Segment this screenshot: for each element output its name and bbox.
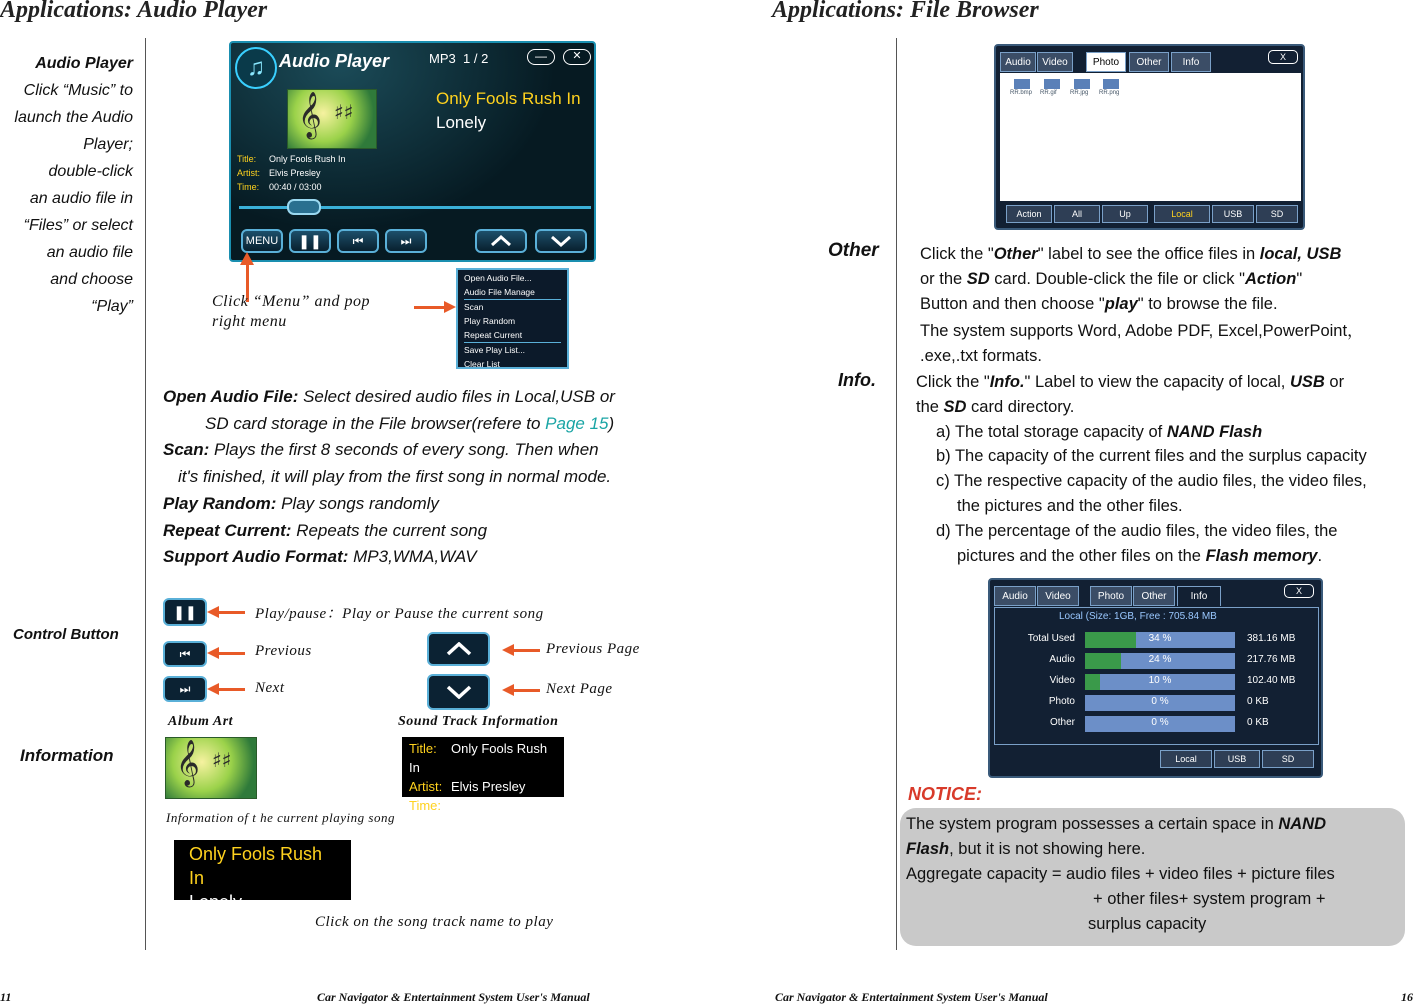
image-file-icon <box>1044 79 1060 89</box>
text: USB <box>1289 373 1325 391</box>
capacity-row <box>995 651 1320 671</box>
text: Other <box>993 245 1038 263</box>
control-button-label: Control Button <box>13 626 119 643</box>
footer-page-number: 11 <box>0 990 12 1004</box>
open-text: ) <box>608 413 615 433</box>
popup-menu <box>456 268 569 369</box>
menu-item-random[interactable]: Play Random <box>464 316 516 326</box>
capacity-size: 381.16 MB <box>1247 633 1296 644</box>
tab-photo[interactable]: Photo <box>1090 586 1132 606</box>
format-label: Support Audio Format: <box>163 547 349 567</box>
text: The system program possesses a certain space in <box>906 815 1279 833</box>
title-value: Only Fools Rush In <box>269 154 346 164</box>
sidebar-line: double-click <box>48 163 133 180</box>
sidebar-line: an audio file <box>46 244 133 261</box>
time-label: Time: <box>237 182 260 192</box>
song-subtitle-big[interactable]: Lonely <box>436 113 487 132</box>
text: local, USB <box>1259 245 1342 263</box>
usb-button[interactable]: USB <box>1212 205 1254 223</box>
song-name-sample[interactable] <box>174 840 351 912</box>
text: " Label to view the capacity of local, <box>1024 373 1290 391</box>
capacity-row-name: Other <box>1049 717 1075 728</box>
text: Aggregate capacity = audio files + video files + picture files <box>906 865 1335 883</box>
capacity-percent: 0 % <box>1151 717 1169 728</box>
arrow <box>512 689 540 692</box>
text: or <box>1324 373 1345 391</box>
previous-page-button[interactable] <box>475 229 527 253</box>
tab-audio[interactable]: Audio <box>1000 52 1036 72</box>
text: Flash memory <box>1205 546 1318 565</box>
random-text: Play songs randomly <box>276 493 439 513</box>
play-pause-caption: Play/pause：Play or Pause the current song <box>255 606 544 622</box>
capacity-bar <box>1085 695 1235 711</box>
next-caption: Next <box>255 680 285 696</box>
text: c) The respective capacity of the audio files, the video files, <box>936 472 1367 491</box>
tab-audio[interactable]: Audio <box>994 586 1036 606</box>
capacity-row <box>995 693 1320 713</box>
text: The system supports Word, Adobe PDF, Excel,PowerPoint， <box>920 322 1364 340</box>
sidebar-line: Click “Music” to <box>23 82 133 99</box>
file-name[interactable]: RR.jpg <box>1070 90 1089 96</box>
scan-label: Scan: <box>163 440 210 460</box>
image-file-icon <box>1103 79 1119 89</box>
next-page-caption: Next Page <box>546 681 613 697</box>
capacity-bar <box>1085 674 1235 690</box>
menu-item-scan[interactable]: Scan <box>464 302 484 312</box>
text: . <box>1317 546 1323 565</box>
song-subtitle-big[interactable]: Lonely <box>189 892 243 912</box>
close-button[interactable]: X <box>1284 584 1314 598</box>
file-browser-screen <box>994 44 1305 230</box>
local-button[interactable]: Local <box>1154 205 1210 223</box>
click-caption: Click on the song track name to play <box>315 914 554 930</box>
chevron-down-icon <box>550 235 572 247</box>
popup-caption-2: right menu <box>212 313 287 330</box>
next-button[interactable]: ⏭ <box>385 229 427 253</box>
other-label: Other <box>828 240 879 261</box>
artist-value: Elvis Presley <box>451 779 526 794</box>
text: SD <box>943 397 967 416</box>
text: surplus capacity <box>1088 915 1207 933</box>
capacity-size: 0 KB <box>1247 717 1269 728</box>
footer-title: Car Navigator & Entertainment System User's Manual <box>775 990 1048 1004</box>
chevron-up-icon <box>490 235 512 247</box>
capacity-percent: 34 % <box>1148 633 1172 644</box>
notice-text <box>906 812 1335 937</box>
tab-video[interactable]: Video <box>1037 586 1079 606</box>
open-label: Open Audio File: <box>163 387 299 406</box>
previous-page-icon-button <box>427 632 490 666</box>
sd-button[interactable]: SD <box>1256 205 1298 223</box>
text: NAND Flash <box>1166 422 1263 441</box>
audio-player-screen <box>229 41 596 262</box>
file-name[interactable]: RR.gif <box>1040 90 1057 96</box>
text: d) The percentage of the audio files, the video files, the <box>936 521 1338 540</box>
repeat-text: Repeats the current song <box>291 520 488 540</box>
sound-track-info <box>402 737 564 813</box>
next-icon-button: ⏭ <box>163 676 207 702</box>
title-label: Title: <box>237 154 257 164</box>
sidebar-line: an audio file in <box>29 190 133 207</box>
text: Click the " <box>916 373 990 391</box>
up-button[interactable]: Up <box>1102 205 1148 223</box>
text: .exe,.txt formats. <box>920 347 1042 365</box>
capacity-row <box>995 630 1320 650</box>
tab-other[interactable]: Other <box>1133 586 1175 606</box>
capacity-row <box>995 672 1320 692</box>
capacity-row-name: Photo <box>1048 696 1075 707</box>
divider <box>145 38 146 950</box>
local-button[interactable]: Local <box>1160 750 1212 768</box>
song-title-big[interactable]: Only Fools Rush In <box>436 89 581 108</box>
scan-text: Plays the first 8 seconds of every song. Then when <box>209 440 599 460</box>
tab-info[interactable]: Info <box>1171 52 1211 72</box>
arrow <box>217 611 245 614</box>
text: card. Double-click the file or click " <box>989 270 1245 288</box>
scan-text: it's finished, it will play from the first song in normal mode. <box>178 467 612 487</box>
capacity-row-name: Audio <box>1049 654 1075 665</box>
arrow <box>512 649 540 652</box>
text: SD <box>966 270 990 288</box>
page-link[interactable]: Page 15 <box>545 413 609 433</box>
next-page-icon-button <box>427 674 490 710</box>
open-text: SD card storage in the File browser(refere to <box>205 413 546 433</box>
repeat-label: Repeat Current: <box>163 520 292 540</box>
text: " label to see the office files in <box>1037 245 1260 263</box>
time-label: Time: <box>409 798 442 813</box>
capacity-bar <box>1085 653 1235 669</box>
text: card directory. <box>966 397 1075 416</box>
capacity-row-name: Video <box>1049 675 1075 686</box>
title-value: Only Fools Rush In <box>409 741 548 775</box>
random-label: Play Random: <box>163 493 277 513</box>
notice-label: NOTICE: <box>908 784 982 804</box>
menu-item-open[interactable]: Open Audio File... <box>464 273 532 283</box>
sidebar-line: and choose <box>50 271 133 288</box>
capacity-bar <box>1085 716 1235 732</box>
text: pictures and the other files on the <box>957 546 1206 565</box>
sidebar-line: “Files” or select <box>23 217 133 234</box>
sidebar-line: “Play” <box>91 298 133 315</box>
text: b) The capacity of the current files and the surplus capacity <box>936 447 1367 466</box>
sidebar-audio-player <box>0 50 133 320</box>
previous-caption: Previous <box>255 643 312 659</box>
text: " <box>1296 270 1303 288</box>
information-label: Information <box>20 746 114 765</box>
text: Info. <box>989 373 1025 391</box>
text: Button and then choose " <box>920 295 1105 313</box>
text: or the <box>920 270 967 288</box>
song-title-big[interactable]: Only Fools Rush In <box>189 844 323 888</box>
artist-label: Artist: <box>237 168 261 178</box>
album-art-sample: 𝄞 ♯♯ <box>165 737 257 799</box>
usb-button[interactable]: USB <box>1214 750 1260 768</box>
file-name[interactable]: RR.bmp <box>1010 90 1033 96</box>
play-pause-icon-button: ❚❚ <box>163 598 207 626</box>
track-position: 1 / 2 <box>463 51 489 66</box>
footer-title: Car Navigator & Entertainment System User's Manual <box>317 990 590 1004</box>
tab-photo[interactable]: Photo <box>1086 52 1126 72</box>
text: play <box>1104 295 1138 313</box>
capacity-bar <box>1085 632 1235 648</box>
capacity-percent: 10 % <box>1148 675 1172 686</box>
track-info <box>237 152 346 194</box>
file-name[interactable]: RR.png <box>1099 90 1120 96</box>
menu-button[interactable]: MENU <box>241 229 283 253</box>
tab-info[interactable]: Info <box>1177 586 1221 606</box>
info-screen <box>988 578 1323 778</box>
arrow-head-icon <box>240 252 254 265</box>
info-description <box>916 370 1367 568</box>
file-area <box>1000 73 1301 201</box>
music-note-icon: ♫ <box>235 47 277 89</box>
previous-button[interactable]: ⏮ <box>337 229 379 253</box>
page-title-audio-player: Applications: Audio Player <box>0 0 268 23</box>
sd-button[interactable]: SD <box>1262 750 1314 768</box>
text: the <box>916 397 944 416</box>
capacity-rows <box>995 630 1320 740</box>
time-value: 00:40 / 03:00 <box>451 798 527 813</box>
arrow <box>217 652 245 655</box>
info-panel <box>994 607 1319 745</box>
artist-label: Artist: <box>409 779 443 794</box>
sidebar-heading: Audio Player <box>35 55 133 72</box>
previous-icon-button: ⏮ <box>163 641 207 667</box>
capacity-percent: 0 % <box>1151 696 1169 707</box>
text: NAND <box>1278 815 1327 833</box>
album-art-caption: Album Art <box>168 714 234 729</box>
capacity-size: 102.40 MB <box>1247 675 1296 686</box>
all-button[interactable]: All <box>1054 205 1100 223</box>
open-text: Select desired audio files in Local,USB or <box>298 387 615 406</box>
title-label: Title: <box>409 741 437 756</box>
capacity-row <box>995 714 1320 734</box>
chevron-down-icon <box>446 685 472 699</box>
menu-item-clear[interactable]: Clear List <box>464 359 500 369</box>
next-page-button[interactable] <box>535 229 587 253</box>
previous-page-caption: Previous Page <box>546 641 640 657</box>
capacity-percent: 24 % <box>1148 654 1172 665</box>
arrow <box>217 688 245 691</box>
info-caption: Information of t he current playing song <box>166 810 395 825</box>
text: Action <box>1244 270 1297 288</box>
text: a) The total storage capacity of <box>936 422 1167 441</box>
image-file-icon <box>1014 79 1030 89</box>
play-pause-button[interactable]: ❚❚ <box>289 229 331 253</box>
close-button[interactable]: X <box>1268 50 1298 64</box>
audio-description <box>163 384 615 571</box>
format-text: MP3,WMA,WAV <box>348 547 477 567</box>
action-button[interactable]: Action <box>1006 205 1052 223</box>
close-button[interactable]: ✕ <box>563 49 591 65</box>
arrow-to-popup <box>414 306 446 309</box>
album-art: 𝄞 ♯♯ <box>287 89 377 149</box>
minimize-button[interactable]: — <box>527 49 555 65</box>
tab-video[interactable]: Video <box>1037 52 1073 72</box>
text: the pictures and the other files. <box>957 496 1183 515</box>
chevron-up-icon <box>446 642 472 656</box>
capacity-size: 217.76 MB <box>1247 654 1296 665</box>
text: " to browse the file. <box>1137 295 1278 313</box>
format-label: MP3 <box>429 51 456 66</box>
text: Click the " <box>920 245 994 263</box>
popup-caption-1: Click “Menu” and pop <box>212 293 370 310</box>
text: Flash <box>906 840 950 858</box>
player-title: Audio Player <box>279 51 390 71</box>
local-summary: Local (Size: 1GB, Free : 705.84 MB <box>1059 611 1217 622</box>
menu-item-manage[interactable]: Audio File Manage <box>464 285 561 300</box>
info-label: Info. <box>838 370 876 390</box>
footer-page-number: 16 <box>1401 990 1413 1004</box>
page-title-file-browser: Applications: File Browser <box>772 0 1039 23</box>
capacity-row-name: Total Used <box>1027 633 1075 644</box>
other-description <box>920 242 1364 369</box>
tab-other[interactable]: Other <box>1129 52 1169 72</box>
sidebar-line: launch the Audio <box>14 109 133 126</box>
menu-item-repeat[interactable]: Repeat Current <box>464 328 561 343</box>
artist-value: Elvis Presley <box>269 168 321 178</box>
time-value: 00:40 / 03:00 <box>269 182 322 192</box>
capacity-size: 0 KB <box>1247 696 1269 707</box>
text: + other files+ system program + <box>1093 890 1326 908</box>
sound-track-caption: Sound Track Information <box>398 714 559 729</box>
progress-thumb[interactable] <box>287 199 321 215</box>
text: , but it is not showing here. <box>949 840 1146 858</box>
sidebar-line: Player; <box>83 136 133 153</box>
divider <box>896 38 897 950</box>
menu-item-save[interactable]: Save Play List... <box>464 345 525 355</box>
image-file-icon <box>1074 79 1090 89</box>
